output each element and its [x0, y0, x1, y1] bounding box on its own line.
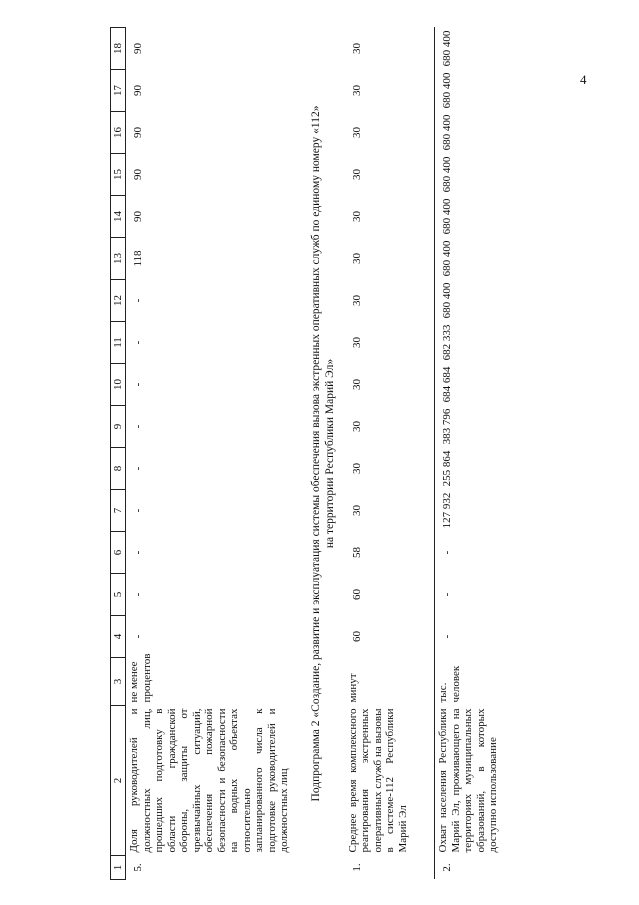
value-cell: - [132, 340, 144, 345]
value-cell: 30 [350, 463, 363, 474]
value-cell: - [441, 550, 453, 555]
indicator-name: Среднее время комплексного реагирования экстренных оперативных служб на вызовы в системе-112 Республики Марий Эл [346, 708, 409, 853]
column-header: 10 [111, 364, 126, 406]
value-cell: 30 [350, 211, 363, 222]
column-header: 14 [111, 196, 126, 238]
value-cell: - [441, 634, 453, 639]
value-cell: 127 932 [441, 492, 453, 529]
row-number: 5. [132, 863, 144, 872]
value-cell: 60 [350, 631, 363, 642]
value-cell: 58 [350, 547, 363, 558]
rotated-table-area [110, 30, 630, 880]
value-cell: 680 400 [441, 156, 453, 193]
unit-cell: минут [346, 673, 359, 703]
value-cell: 90 [132, 127, 144, 138]
page-number: 4 [580, 72, 587, 87]
indicator-name: Доля руководителей и должностных лиц, прошедших подготовку в области гражданской обороны, защиты от чрезвычайных ситуаций, обеспечения пожарной безопасности и безопасности на водных объектах относительно запланированного числа к подготовке руководителей и должностных лиц [128, 708, 290, 853]
value-cell: - [132, 298, 144, 303]
value-cell: 30 [350, 421, 363, 432]
table-row [435, 28, 530, 880]
unit-cell: не менее процентов [128, 653, 153, 703]
value-cell: 30 [350, 337, 363, 348]
value-cell: 60 [350, 589, 363, 600]
column-header: 9 [111, 406, 126, 448]
value-cell: 684 684 [441, 366, 453, 403]
column-header: 18 [111, 28, 126, 70]
column-header: 6 [111, 532, 126, 574]
value-cell: 90 [132, 43, 144, 54]
value-cell: - [132, 592, 144, 597]
value-cell: 680 400 [441, 198, 453, 235]
value-cell: - [132, 466, 144, 471]
value-cell: 383 796 [441, 408, 453, 445]
column-header: 1 [111, 856, 126, 880]
header-row [111, 28, 126, 880]
table-row [126, 28, 301, 880]
indicator-table [110, 27, 530, 880]
value-cell: - [441, 592, 453, 597]
value-cell: 680 400 [441, 240, 453, 277]
value-cell: - [132, 634, 144, 639]
value-cell: 680 400 [441, 72, 453, 109]
row-number: 1. [350, 863, 363, 872]
value-cell: 680 400 [441, 30, 453, 67]
value-cell: 30 [350, 253, 363, 264]
value-cell: - [132, 550, 144, 555]
column-header: 7 [111, 490, 126, 532]
value-cell: 680 400 [441, 282, 453, 319]
indicator-name: Охват населения Республики Марий Эл, проживающего на территориях муниципальных образований, в которых доступно использование [437, 708, 499, 853]
value-cell: 90 [132, 85, 144, 96]
subprogram-row [301, 28, 345, 880]
subprogram-title-cont: на территории Республики Марий Эл» [323, 358, 336, 549]
value-cell: - [132, 508, 144, 513]
value-cell: - [132, 382, 144, 387]
column-header: 2 [111, 706, 126, 856]
table-row [345, 28, 435, 880]
value-cell: 255 864 [441, 450, 453, 487]
column-header: 16 [111, 112, 126, 154]
value-cell: 30 [350, 505, 363, 516]
value-cell: 118 [132, 250, 144, 267]
value-cell: 30 [350, 295, 363, 306]
subprogram-title: Подпрограмма 2 «Создание, развитие и эксплуатация системы обеспечения вызова экстренных оперативных служб по единому номеру «112» [309, 105, 322, 802]
column-header: 4 [111, 616, 126, 658]
value-cell: 90 [132, 169, 144, 180]
column-header: 11 [111, 322, 126, 364]
value-cell: 30 [350, 43, 363, 54]
column-header: 13 [111, 238, 126, 280]
unit-cell: тыс. человек [437, 665, 462, 703]
value-cell: 682 333 [441, 324, 453, 361]
value-cell: 30 [350, 127, 363, 138]
column-header: 3 [111, 658, 126, 706]
value-cell: 30 [350, 379, 363, 390]
column-header: 8 [111, 448, 126, 490]
value-cell: - [132, 424, 144, 429]
column-header: 15 [111, 154, 126, 196]
column-header: 5 [111, 574, 126, 616]
row-number: 2. [441, 863, 453, 872]
value-cell: 30 [350, 169, 363, 180]
column-header: 17 [111, 70, 126, 112]
value-cell: 90 [132, 211, 144, 222]
column-header: 12 [111, 280, 126, 322]
value-cell: 680 400 [441, 114, 453, 151]
value-cell: 30 [350, 85, 363, 96]
